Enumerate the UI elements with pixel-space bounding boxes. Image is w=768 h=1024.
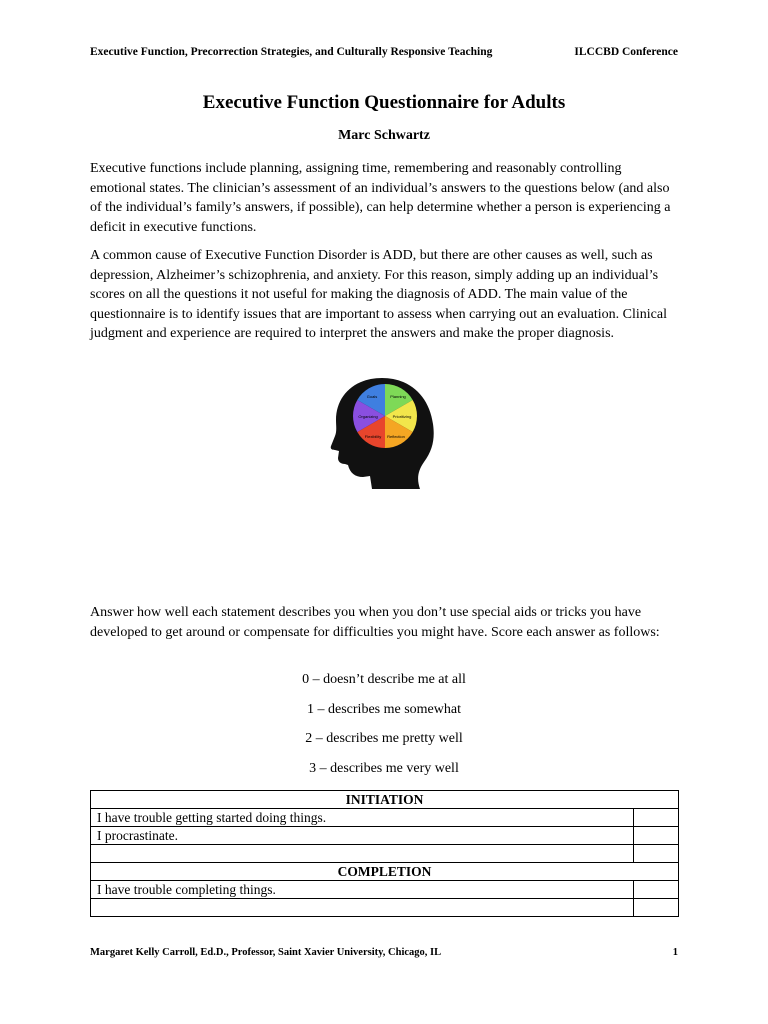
question-text: I have trouble completing things. [91, 881, 634, 899]
table-row [91, 809, 679, 827]
table-row [91, 899, 679, 917]
section-header-row [91, 791, 679, 809]
scale-item-3: 3 – describes me very well [309, 761, 459, 776]
question-text: I procrastinate. [91, 827, 634, 845]
executive-function-wheel [353, 384, 417, 448]
scale-item-2: 2 – describes me pretty well [305, 731, 463, 746]
score-cell[interactable] [634, 827, 679, 845]
header-title: Executive Function, Precorrection Strategies, and Culturally Responsive Teaching [90, 46, 493, 58]
question-text: I have trouble getting started doing things. [91, 809, 634, 827]
footer-author: Margaret Kelly Carroll, Ed.D., Professor, Saint Xavier University, Chicago, IL [90, 947, 442, 958]
table-row [91, 881, 679, 899]
wedge-label-goals: Goals [366, 394, 378, 399]
section-header-row [91, 863, 679, 881]
section-heading-initiation: INITIATION [91, 791, 679, 809]
question-text-empty [91, 899, 634, 917]
document-title: Executive Function Questionnaire for Adults [202, 92, 566, 113]
wedge-label-reflection: Reflection [387, 434, 405, 439]
running-header [90, 46, 678, 58]
score-cell[interactable] [634, 881, 679, 899]
scale-item-1: 1 – describes me somewhat [307, 702, 461, 717]
questionnaire-table [90, 790, 679, 917]
wedge-label-planning: Planning [390, 394, 406, 399]
section-heading-completion: COMPLETION [91, 863, 679, 881]
head-silhouette-graphic [330, 376, 436, 490]
scale-item-0: 0 – doesn’t describe me at all [302, 672, 466, 687]
running-footer [90, 947, 678, 958]
score-cell[interactable] [634, 845, 679, 863]
cause-paragraph: A common cause of Executive Function Disorder is ADD, but there are other causes as well, such as depression, Alzheimer’s schizophrenia, and anxiety. For this reason, simply adding up an individual’s scores on all the questions it not useful for making the diagnosis of ADD. The main value of the questionnaire is to identify issues that are important to assess when carrying out an evaluation. Clinical judgment and experience are required to interpret the answers and make the proper diagnosis. [90, 248, 667, 342]
score-cell[interactable] [634, 899, 679, 917]
question-text-empty [91, 845, 634, 863]
intro-paragraph: Executive functions include planning, assigning time, remembering and reasonably controlling emotional states. The clinician’s assessment of an individual’s answers to the questions below (and also of the individual’s family’s answers, if possible), can help determine whether a person is experiencing a deficit in executive functions. [90, 161, 671, 235]
table-row [91, 845, 679, 863]
wedge-label-organizing: Organizing [358, 414, 378, 419]
header-conference: ILCCBD Conference [574, 46, 678, 58]
wedge-label-prioritizing: Prioritizing [392, 414, 412, 419]
table-row [91, 827, 679, 845]
document-author: Marc Schwartz [338, 128, 430, 143]
wedge-label-flexibility: Flexibility [364, 434, 382, 439]
page-number: 1 [672, 947, 678, 958]
score-cell[interactable] [634, 809, 679, 827]
instructions-paragraph: Answer how well each statement describes you when you don’t use special aids or tricks you have developed to get around or compensate for difficulties you might have. Score each answer as follows: [90, 605, 660, 640]
